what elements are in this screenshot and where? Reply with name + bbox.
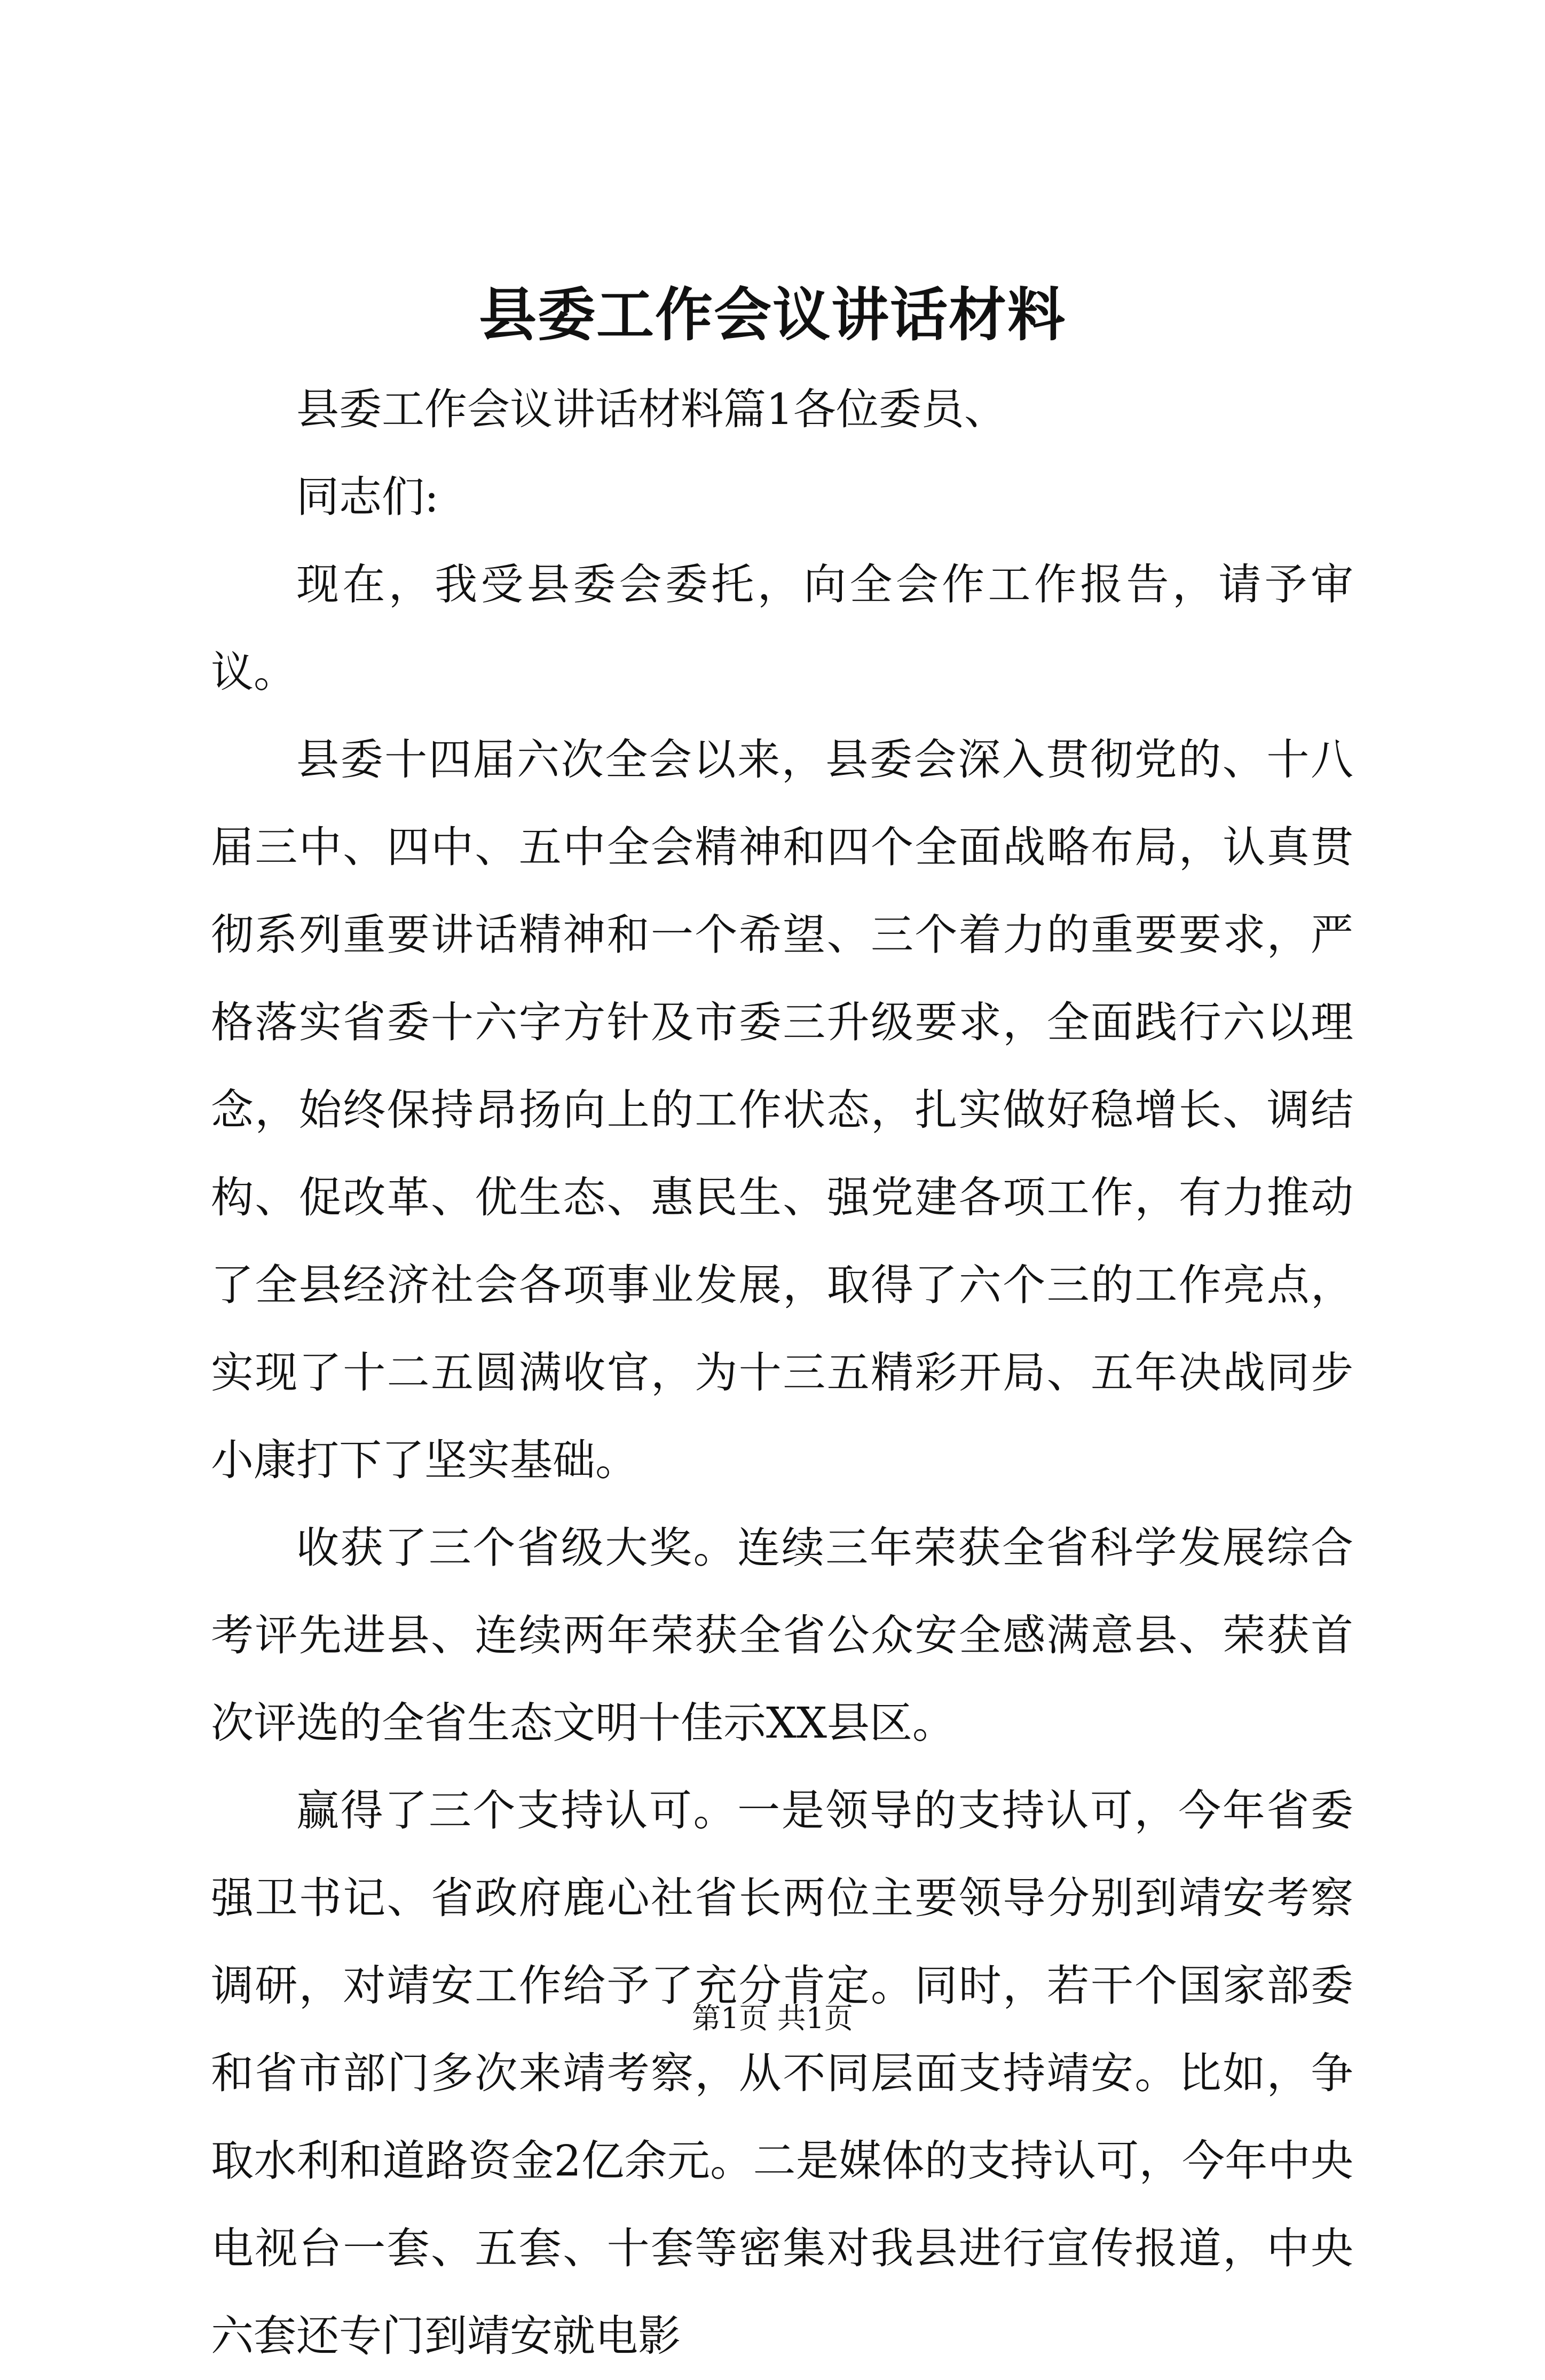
paragraph: 县委十四届六次全会以来，县委会深入贯彻党的、十八届三中、四中、五中全会精神和四个全面战略布局，认真贯彻系列重要讲话精神和一个希望、三个着力的重要要求，严格落实省委十六字方针及市委三升级要求，全面践行六以理念，始终保持昂扬向上的工作状态，扎实做好稳增长、调结构、促改革、优生态、惠民生、强党建各项工作，有力推动了全县经济社会各项事业发展，取得了六个三的工作亮点，实现了十二五圆满收官，为十三五精彩开局、五年决战同步小康打下了坚实基础。 (211, 735, 1353, 1485)
document-body (211, 366, 1353, 2380)
paragraph: 收获了三个省级大奖。连续三年荣获全省科学发展综合考评先进县、连续两年荣获全省公众安全感满意县、荣获首次评选的全省生态文明十佳示XX县区。 (211, 1523, 1353, 1748)
document-title: 县委工作会议讲话材料 (478, 281, 1066, 349)
paragraph: 同志们: (296, 472, 439, 522)
paragraph: 县委工作会议讲话材料篇1各位委员、 (296, 384, 1007, 434)
page-footer: 第1页 共1页 (692, 2001, 853, 2035)
paragraph: 现在，我受县委会委托，向全会作工作报告，请予审议。 (211, 560, 1353, 697)
paragraph: 赢得了三个支持认可。一是领导的支持认可，今年省委强卫书记、省政府鹿心社省长两位主要领导分别到靖安考察调研，对靖安工作给予了充分肯定。同时，若干个国家部委和省市部门多次来靖考察，从不同层面支持靖安。比如，争取水利和道路资金2亿余元。二是媒体的支持认可，今年中央电视台一套、五套、十套等密集对我县进行宣传报道，中央六套还专门到靖安就电影 (211, 1786, 1353, 2361)
